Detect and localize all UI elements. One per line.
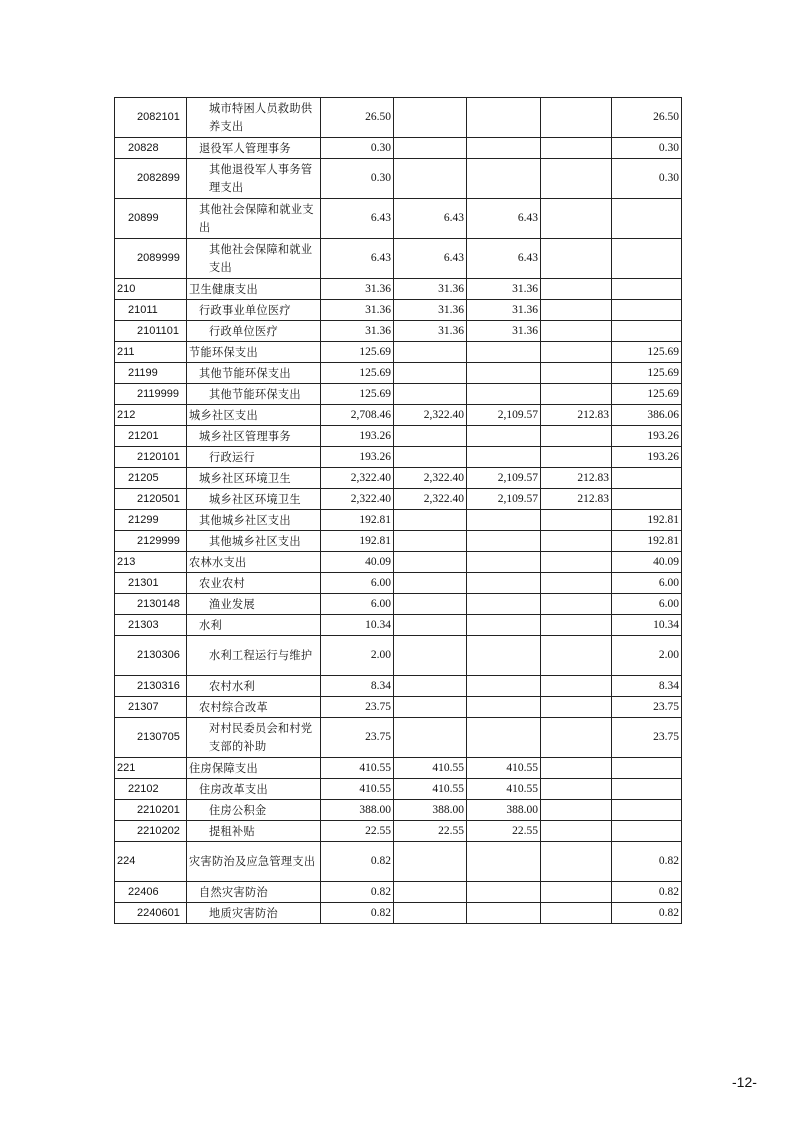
table-row: [115, 903, 682, 924]
cell-personnel: [467, 384, 541, 405]
cell-code: 21299: [115, 510, 187, 531]
cell-name: 行政单位医疗: [187, 321, 321, 342]
cell-project: 193.26: [612, 447, 682, 468]
cell-code: 211: [115, 342, 187, 363]
cell-basic: [394, 615, 467, 636]
cell-public: [541, 363, 612, 384]
cell-basic: 6.43: [394, 239, 467, 279]
cell-public: [541, 758, 612, 779]
cell-code: 21307: [115, 697, 187, 718]
cell-code: 2119999: [115, 384, 187, 405]
cell-personnel: 388.00: [467, 800, 541, 821]
cell-basic: [394, 138, 467, 159]
cell-name: 其他城乡社区支出: [187, 531, 321, 552]
cell-project: 193.26: [612, 426, 682, 447]
cell-name: 农村水利: [187, 676, 321, 697]
cell-name: 农林水支出: [187, 552, 321, 573]
cell-code: 2120101: [115, 447, 187, 468]
cell-personnel: [467, 531, 541, 552]
cell-public: [541, 447, 612, 468]
cell-project: [612, 758, 682, 779]
cell-total: 26.50: [321, 98, 394, 138]
cell-public: [541, 842, 612, 882]
cell-basic: [394, 676, 467, 697]
cell-project: 125.69: [612, 363, 682, 384]
cell-basic: 2,322.40: [394, 405, 467, 426]
cell-basic: [394, 594, 467, 615]
cell-name: 城乡社区环境卫生: [187, 489, 321, 510]
cell-code: 22102: [115, 779, 187, 800]
cell-personnel: [467, 594, 541, 615]
cell-code: 2130306: [115, 636, 187, 676]
cell-public: 212.83: [541, 468, 612, 489]
cell-project: 10.34: [612, 615, 682, 636]
cell-basic: [394, 98, 467, 138]
cell-basic: 388.00: [394, 800, 467, 821]
cell-personnel: [467, 615, 541, 636]
cell-project: 2.00: [612, 636, 682, 676]
table-row: [115, 405, 682, 426]
cell-code: 21205: [115, 468, 187, 489]
cell-personnel: [467, 510, 541, 531]
table-row: [115, 531, 682, 552]
cell-public: [541, 159, 612, 199]
cell-personnel: 6.43: [467, 199, 541, 239]
cell-basic: [394, 384, 467, 405]
cell-basic: [394, 573, 467, 594]
table-row: [115, 384, 682, 405]
cell-name: 地质灾害防治: [187, 903, 321, 924]
cell-project: 0.82: [612, 882, 682, 903]
cell-name: 对村民委员会和村党支部的补助: [187, 718, 321, 758]
table-row: [115, 447, 682, 468]
cell-personnel: [467, 882, 541, 903]
cell-project: 192.81: [612, 531, 682, 552]
cell-name: 行政运行: [187, 447, 321, 468]
table-row: [115, 882, 682, 903]
cell-public: [541, 903, 612, 924]
table-row: [115, 594, 682, 615]
cell-personnel: [467, 697, 541, 718]
cell-basic: [394, 718, 467, 758]
table-row: [115, 758, 682, 779]
cell-code: 2130316: [115, 676, 187, 697]
cell-project: [612, 821, 682, 842]
cell-project: [612, 489, 682, 510]
table-row: [115, 342, 682, 363]
cell-total: 6.43: [321, 239, 394, 279]
cell-name: 渔业发展: [187, 594, 321, 615]
table-row: [115, 800, 682, 821]
table-body: [115, 98, 682, 924]
cell-code: 21199: [115, 363, 187, 384]
cell-code: 224: [115, 842, 187, 882]
cell-basic: [394, 842, 467, 882]
cell-personnel: [467, 447, 541, 468]
cell-total: 0.30: [321, 138, 394, 159]
cell-project: 0.82: [612, 903, 682, 924]
cell-total: 23.75: [321, 718, 394, 758]
cell-project: [612, 800, 682, 821]
table-row: [115, 718, 682, 758]
cell-public: [541, 384, 612, 405]
table-row: [115, 842, 682, 882]
cell-total: 125.69: [321, 342, 394, 363]
cell-total: 410.55: [321, 758, 394, 779]
table-row: [115, 615, 682, 636]
cell-personnel: 6.43: [467, 239, 541, 279]
cell-name: 住房改革支出: [187, 779, 321, 800]
table-row: [115, 489, 682, 510]
cell-name: 节能环保支出: [187, 342, 321, 363]
table-row: [115, 159, 682, 199]
table-row: [115, 697, 682, 718]
cell-basic: [394, 510, 467, 531]
cell-basic: [394, 882, 467, 903]
table-row: [115, 676, 682, 697]
cell-code: 212: [115, 405, 187, 426]
cell-basic: 31.36: [394, 300, 467, 321]
cell-name: 城市特困人员救助供养支出: [187, 98, 321, 138]
cell-public: [541, 882, 612, 903]
cell-total: 31.36: [321, 321, 394, 342]
table-row: [115, 138, 682, 159]
cell-total: 23.75: [321, 697, 394, 718]
cell-total: 31.36: [321, 300, 394, 321]
cell-name: 水利工程运行与维护: [187, 636, 321, 676]
cell-basic: 22.55: [394, 821, 467, 842]
table-row: [115, 552, 682, 573]
cell-name: 水利: [187, 615, 321, 636]
cell-code: 2129999: [115, 531, 187, 552]
cell-public: [541, 239, 612, 279]
cell-personnel: [467, 676, 541, 697]
cell-total: 193.26: [321, 447, 394, 468]
table-row: [115, 426, 682, 447]
table-row: [115, 636, 682, 676]
cell-project: 23.75: [612, 718, 682, 758]
cell-project: [612, 321, 682, 342]
cell-public: [541, 821, 612, 842]
cell-basic: [394, 159, 467, 199]
cell-code: 2089999: [115, 239, 187, 279]
cell-total: 2.00: [321, 636, 394, 676]
cell-basic: 6.43: [394, 199, 467, 239]
cell-total: 0.82: [321, 842, 394, 882]
cell-code: 213: [115, 552, 187, 573]
cell-personnel: [467, 636, 541, 676]
cell-total: 0.82: [321, 903, 394, 924]
cell-total: 6.00: [321, 594, 394, 615]
cell-name: 住房保障支出: [187, 758, 321, 779]
cell-code: 21303: [115, 615, 187, 636]
cell-personnel: 31.36: [467, 279, 541, 300]
cell-basic: [394, 342, 467, 363]
cell-public: [541, 594, 612, 615]
cell-project: 0.82: [612, 842, 682, 882]
cell-basic: 2,322.40: [394, 468, 467, 489]
cell-personnel: 2,109.57: [467, 468, 541, 489]
cell-personnel: [467, 718, 541, 758]
cell-total: 31.36: [321, 279, 394, 300]
cell-project: 6.00: [612, 573, 682, 594]
cell-personnel: [467, 426, 541, 447]
cell-code: 2130705: [115, 718, 187, 758]
table-row: [115, 199, 682, 239]
cell-name: 行政事业单位医疗: [187, 300, 321, 321]
cell-project: 386.06: [612, 405, 682, 426]
cell-name: 住房公积金: [187, 800, 321, 821]
cell-public: [541, 573, 612, 594]
cell-total: 22.55: [321, 821, 394, 842]
cell-basic: [394, 531, 467, 552]
cell-code: 2082899: [115, 159, 187, 199]
cell-project: 125.69: [612, 342, 682, 363]
cell-personnel: [467, 552, 541, 573]
cell-project: 8.34: [612, 676, 682, 697]
cell-name: 其他退役军人事务管理支出: [187, 159, 321, 199]
cell-basic: [394, 552, 467, 573]
cell-personnel: [467, 363, 541, 384]
cell-code: 21201: [115, 426, 187, 447]
cell-project: 40.09: [612, 552, 682, 573]
cell-public: [541, 279, 612, 300]
table-row: [115, 321, 682, 342]
cell-code: 221: [115, 758, 187, 779]
cell-name: 农业农村: [187, 573, 321, 594]
cell-public: [541, 552, 612, 573]
cell-code: 21011: [115, 300, 187, 321]
cell-public: [541, 426, 612, 447]
cell-total: 40.09: [321, 552, 394, 573]
cell-total: 2,322.40: [321, 468, 394, 489]
cell-name: 城乡社区环境卫生: [187, 468, 321, 489]
cell-public: [541, 510, 612, 531]
cell-project: [612, 300, 682, 321]
cell-personnel: [467, 138, 541, 159]
cell-code: 2240601: [115, 903, 187, 924]
cell-name: 农村综合改革: [187, 697, 321, 718]
cell-personnel: 410.55: [467, 758, 541, 779]
cell-name: 城乡社区支出: [187, 405, 321, 426]
cell-personnel: 31.36: [467, 300, 541, 321]
cell-public: [541, 615, 612, 636]
cell-personnel: 22.55: [467, 821, 541, 842]
cell-personnel: [467, 903, 541, 924]
page-number: -12-: [732, 1074, 757, 1090]
cell-total: 0.82: [321, 882, 394, 903]
cell-total: 0.30: [321, 159, 394, 199]
cell-total: 193.26: [321, 426, 394, 447]
cell-project: [612, 199, 682, 239]
cell-public: [541, 800, 612, 821]
table-row: [115, 510, 682, 531]
cell-name: 灾害防治及应急管理支出: [187, 842, 321, 882]
cell-total: 10.34: [321, 615, 394, 636]
cell-code: 2101101: [115, 321, 187, 342]
cell-personnel: [467, 98, 541, 138]
cell-name: 其他社会保障和就业支出: [187, 239, 321, 279]
table-row: [115, 779, 682, 800]
cell-name: 提租补贴: [187, 821, 321, 842]
cell-name: 其他节能环保支出: [187, 384, 321, 405]
cell-total: 388.00: [321, 800, 394, 821]
cell-code: 20899: [115, 199, 187, 239]
table-row: [115, 363, 682, 384]
cell-personnel: [467, 842, 541, 882]
cell-basic: [394, 903, 467, 924]
cell-total: 6.43: [321, 199, 394, 239]
cell-code: 20828: [115, 138, 187, 159]
cell-project: 0.30: [612, 159, 682, 199]
cell-code: 21301: [115, 573, 187, 594]
cell-project: [612, 279, 682, 300]
cell-personnel: 410.55: [467, 779, 541, 800]
cell-personnel: [467, 159, 541, 199]
table-row: [115, 468, 682, 489]
cell-project: 23.75: [612, 697, 682, 718]
cell-project: 192.81: [612, 510, 682, 531]
table-row: [115, 573, 682, 594]
cell-code: 2210202: [115, 821, 187, 842]
cell-total: 192.81: [321, 531, 394, 552]
cell-public: [541, 342, 612, 363]
cell-code: 210: [115, 279, 187, 300]
cell-public: [541, 697, 612, 718]
table-row: [115, 98, 682, 138]
cell-total: 125.69: [321, 384, 394, 405]
cell-total: 2,322.40: [321, 489, 394, 510]
cell-public: [541, 636, 612, 676]
cell-personnel: 31.36: [467, 321, 541, 342]
table-row: [115, 239, 682, 279]
cell-code: 2082101: [115, 98, 187, 138]
cell-public: 212.83: [541, 489, 612, 510]
cell-basic: 31.36: [394, 321, 467, 342]
cell-public: [541, 676, 612, 697]
cell-name: 其他城乡社区支出: [187, 510, 321, 531]
cell-code: 2120501: [115, 489, 187, 510]
cell-name: 卫生健康支出: [187, 279, 321, 300]
cell-public: [541, 138, 612, 159]
cell-personnel: [467, 573, 541, 594]
cell-public: [541, 98, 612, 138]
cell-total: 8.34: [321, 676, 394, 697]
table-row: [115, 821, 682, 842]
cell-basic: 410.55: [394, 758, 467, 779]
cell-project: [612, 468, 682, 489]
cell-public: [541, 199, 612, 239]
cell-basic: 410.55: [394, 779, 467, 800]
cell-basic: [394, 363, 467, 384]
cell-project: 26.50: [612, 98, 682, 138]
budget-table: [114, 97, 682, 924]
cell-project: [612, 779, 682, 800]
cell-name: 其他社会保障和就业支出: [187, 199, 321, 239]
cell-name: 退役军人管理事务: [187, 138, 321, 159]
cell-name: 其他节能环保支出: [187, 363, 321, 384]
cell-total: 6.00: [321, 573, 394, 594]
cell-project: 0.30: [612, 138, 682, 159]
cell-project: [612, 239, 682, 279]
cell-project: 125.69: [612, 384, 682, 405]
cell-project: 6.00: [612, 594, 682, 615]
cell-code: 22406: [115, 882, 187, 903]
cell-code: 2210201: [115, 800, 187, 821]
cell-basic: 2,322.40: [394, 489, 467, 510]
cell-public: [541, 300, 612, 321]
table-row: [115, 300, 682, 321]
cell-personnel: 2,109.57: [467, 405, 541, 426]
cell-total: 2,708.46: [321, 405, 394, 426]
cell-basic: [394, 697, 467, 718]
cell-public: 212.83: [541, 405, 612, 426]
cell-basic: [394, 426, 467, 447]
cell-personnel: [467, 342, 541, 363]
cell-basic: 31.36: [394, 279, 467, 300]
cell-total: 192.81: [321, 510, 394, 531]
cell-basic: [394, 636, 467, 676]
cell-name: 城乡社区管理事务: [187, 426, 321, 447]
cell-name: 自然灾害防治: [187, 882, 321, 903]
cell-total: 410.55: [321, 779, 394, 800]
cell-basic: [394, 447, 467, 468]
cell-public: [541, 531, 612, 552]
table-row: [115, 279, 682, 300]
cell-total: 125.69: [321, 363, 394, 384]
cell-code: 2130148: [115, 594, 187, 615]
cell-public: [541, 718, 612, 758]
cell-public: [541, 779, 612, 800]
cell-public: [541, 321, 612, 342]
cell-personnel: 2,109.57: [467, 489, 541, 510]
